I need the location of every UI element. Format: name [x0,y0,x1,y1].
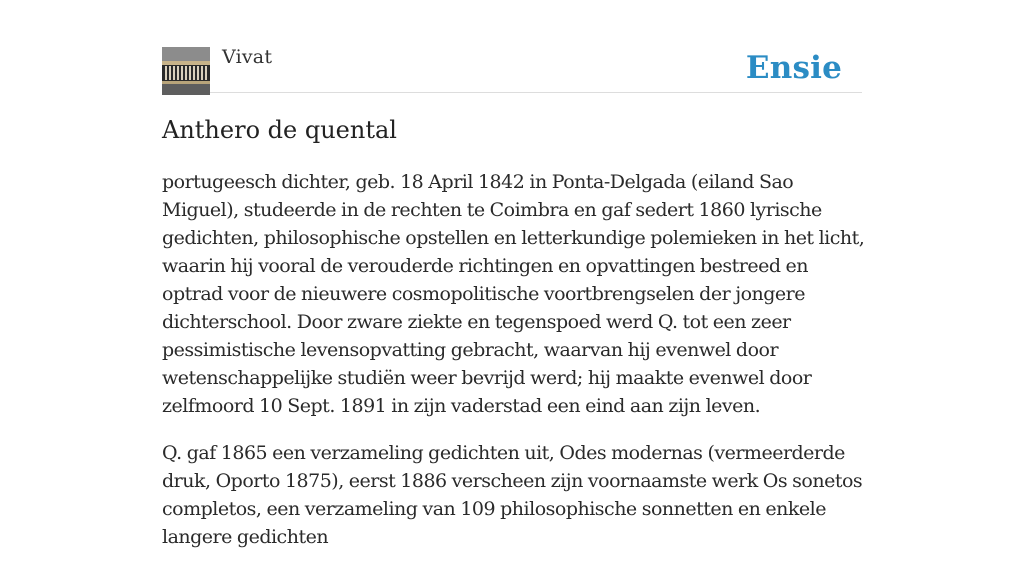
bookshelf-avatar-icon[interactable] [162,47,210,95]
article-paragraph: Q. gaf 1865 een verzameling gedichten uit, Odes modernas (vermeerderde druk, Oporto 1875), eerst 1886 verscheen zijn voornaamste werk Os sonetos completos, een verzameling van 109 philosophische sonnetten en enkele langere gedichten [162,442,863,548]
page-container [162,0,865,548]
brand-logo[interactable]: Ensie [745,50,842,86]
header [162,0,862,93]
article-title: Anthero de quental [162,116,397,144]
article-body [162,168,867,570]
article-paragraph: portugeesch dichter, geb. 18 April 1842 in Ponta-Delgada (eiland Sao Miguel), studeerde in de rechten te Coimbra en gaf sedert 1860 lyrische gedichten, philosophische opstellen en letterkundige polemieken in het licht, waarin hij vooral de verouderde richtingen en opvattingen bestreed en optrad voor de nieuwere cosmopolitische voortbrengselen der jongere dichterschool. Door zware ziekte en tegenspoed werd Q. tot een zeer pessimistische levensopvatting gebracht, waarvan hij evenwel door wetenschappelijke studiën weer bevrijd werd; hij maakte evenwel door zelfmoord 10 Sept. 1891 in zijn vaderstad een eind aan zijn leven. [162,171,865,417]
site-name[interactable]: Vivat [222,46,273,68]
avatar-image [162,47,210,95]
